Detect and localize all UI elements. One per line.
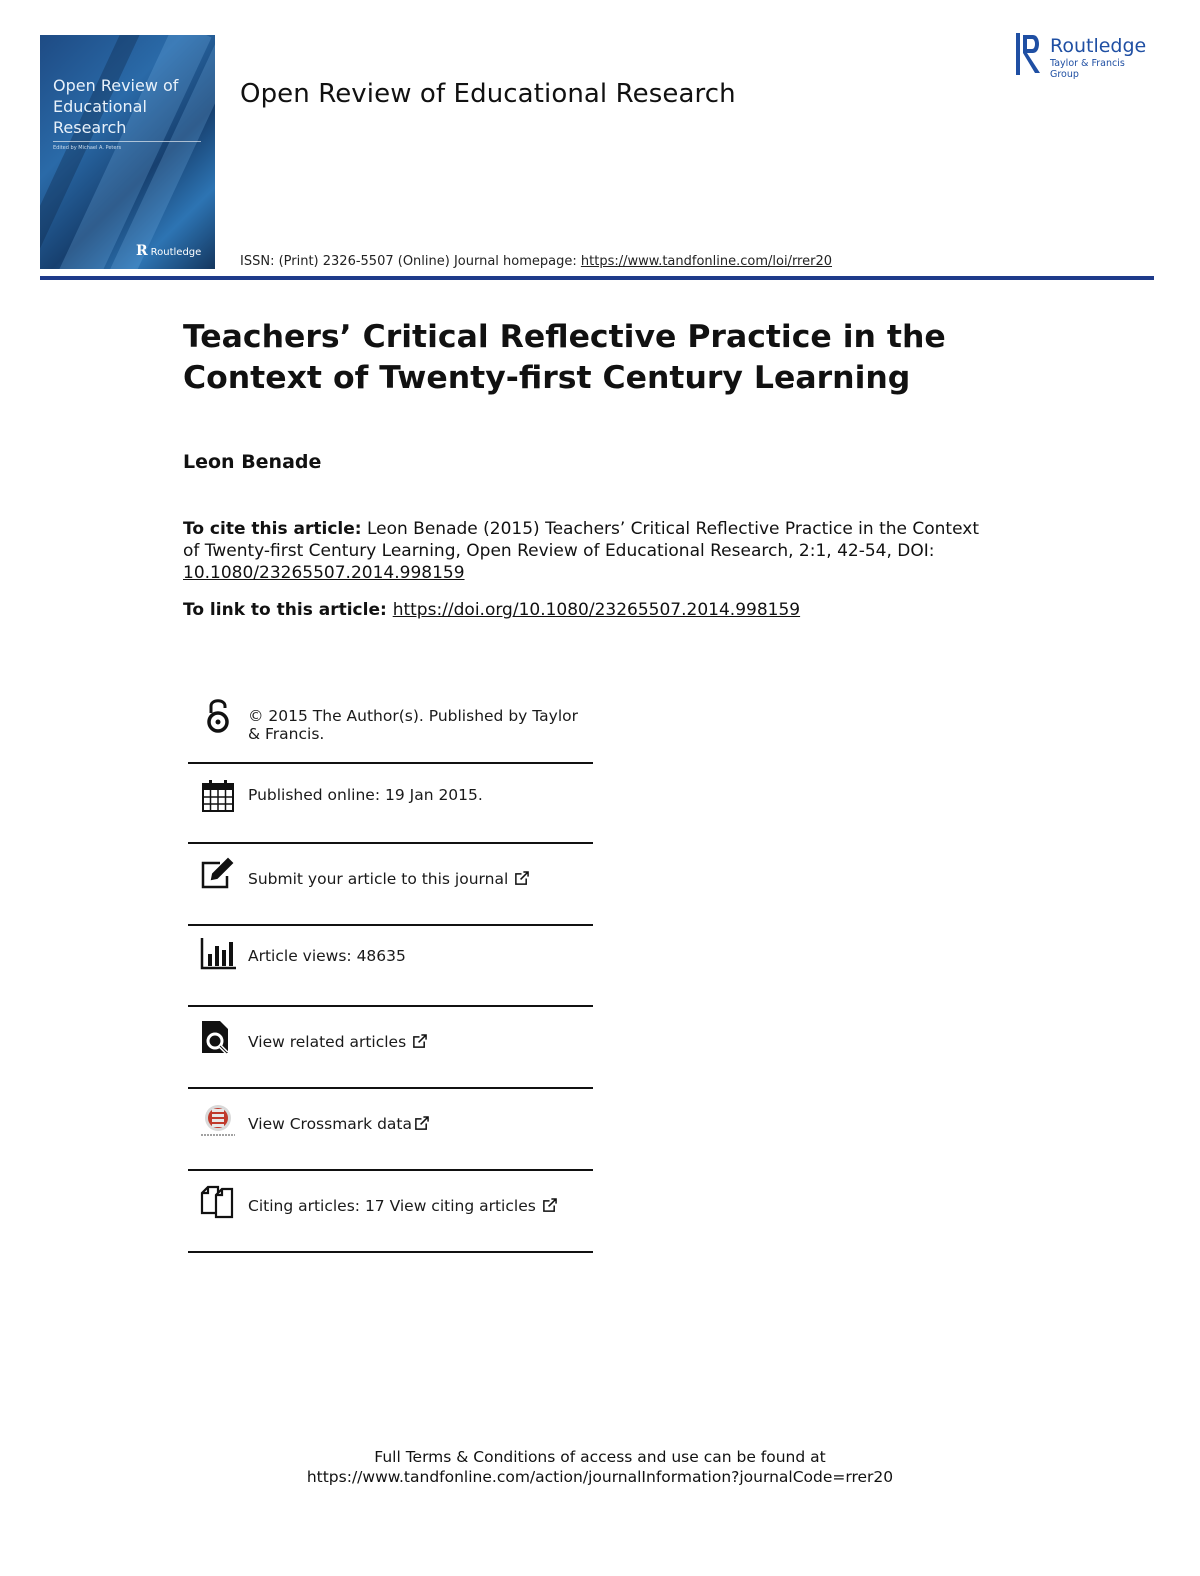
edit-icon: [200, 856, 236, 892]
crossmark-link[interactable]: View Crossmark data: [248, 1115, 429, 1133]
routledge-r-icon: [1016, 33, 1044, 75]
footer-terms-link[interactable]: https://www.tandfonline.com/action/journalInformation?journalCode=rrer20: [306, 1468, 894, 1486]
cover-publisher-logo: R Routledge: [136, 243, 202, 259]
article-info-list: [188, 692, 593, 1253]
list-item[interactable]: [188, 1007, 593, 1089]
doi-link[interactable]: 10.1080/23265507.2014.998159: [183, 563, 465, 583]
article-title: Teachers’ Critical Reflective Practice in the Context of Twenty-first Century Learning: [183, 319, 946, 396]
open-access-icon: [200, 698, 236, 734]
search-document-icon: [200, 1019, 236, 1055]
journal-homepage-link[interactable]: https://www.tandfonline.com/loi/rrer20: [580, 254, 833, 269]
journal-name: Open Review of Educational Research: [240, 79, 736, 109]
footer-line-1: Full Terms & Conditions of access and use can be found at: [374, 1448, 826, 1466]
cover-divider: [53, 141, 201, 142]
submit-article-link[interactable]: Submit your article to this journal: [248, 870, 529, 888]
citing-articles-link[interactable]: Citing articles: 17 View citing articles: [248, 1197, 557, 1215]
external-link-icon: [542, 1198, 557, 1213]
list-item: [188, 764, 593, 844]
article-views: Article views: 48635: [248, 947, 406, 965]
footer-terms: [0, 1447, 1200, 1487]
article-link-block: [183, 600, 800, 620]
list-item: [188, 692, 593, 764]
cite-text: Leon Benade (2015) Teachers’ Critical Reflective Practice in the Context of Twenty-first Century Learning, Open Review of Educational Research, 2:1, 42-54, DOI:: [183, 519, 979, 561]
cover-editor-line: Edited by Michael A. Peters: [53, 145, 122, 151]
list-item[interactable]: [188, 1089, 593, 1171]
publisher-logo: [1016, 33, 1156, 80]
list-item: [188, 926, 593, 1007]
external-link-icon: [414, 1116, 429, 1131]
publisher-name: Routledge: [1050, 35, 1147, 57]
cover-title: Open Review of Educational Research: [53, 76, 179, 137]
issn-line: ISSN: (Print) 2326-5507 (Online) Journal homepage: https://www.tandfonline.com/loi/rrer20: [240, 254, 833, 269]
citation-block: [183, 518, 983, 584]
external-link-icon: [412, 1034, 427, 1049]
citing-articles-icon: [200, 1183, 236, 1219]
list-item[interactable]: [188, 1171, 593, 1253]
article-url-link[interactable]: https://doi.org/10.1080/23265507.2014.998159: [392, 600, 801, 620]
publisher-tagline: Taylor & Francis Group: [1050, 58, 1125, 80]
bar-chart-icon: [200, 936, 236, 972]
header-divider: [40, 276, 1154, 280]
calendar-icon: [200, 778, 236, 814]
list-item[interactable]: [188, 844, 593, 926]
link-label: To link to this article:: [183, 600, 393, 620]
cite-label: To cite this article:: [183, 519, 362, 539]
related-articles-link[interactable]: View related articles: [248, 1033, 427, 1051]
journal-cover-image: [40, 35, 215, 269]
copyright-text: © 2015 The Author(s). Published by Taylor & Francis.: [248, 707, 578, 743]
crossmark-icon: [200, 1103, 236, 1139]
published-date: Published online: 19 Jan 2015.: [248, 786, 483, 804]
external-link-icon: [514, 871, 529, 886]
article-author: Leon Benade: [183, 451, 322, 473]
